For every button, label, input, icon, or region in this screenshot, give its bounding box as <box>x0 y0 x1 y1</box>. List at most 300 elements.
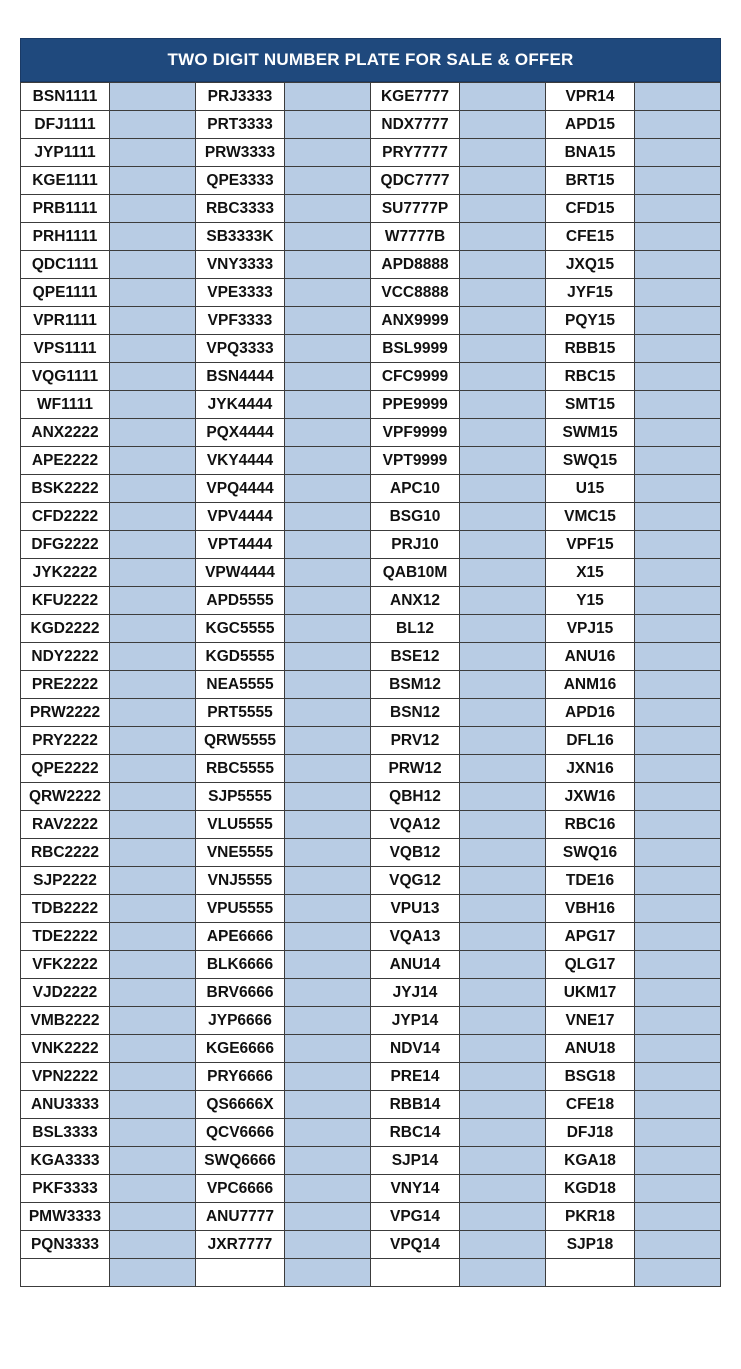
plate-number-cell: PRB1111 <box>21 195 110 223</box>
offer-cell[interactable] <box>460 363 546 391</box>
plate-number-cell: BSN1111 <box>21 83 110 111</box>
offer-cell[interactable] <box>110 1203 196 1231</box>
offer-cell[interactable] <box>460 1007 546 1035</box>
plate-number-cell: CFD2222 <box>21 503 110 531</box>
offer-cell[interactable] <box>460 531 546 559</box>
plate-number-cell: SWM15 <box>546 419 635 447</box>
offer-cell[interactable] <box>635 503 721 531</box>
offer-cell[interactable] <box>285 839 371 867</box>
offer-cell[interactable] <box>285 335 371 363</box>
offer-cell[interactable] <box>460 643 546 671</box>
plate-number-cell: QRW2222 <box>21 783 110 811</box>
offer-cell[interactable] <box>285 615 371 643</box>
plate-number-cell: JYK2222 <box>21 559 110 587</box>
plate-number-cell: ANU14 <box>371 951 460 979</box>
plate-number-cell: VPR14 <box>546 83 635 111</box>
offer-cell[interactable] <box>285 503 371 531</box>
offer-cell[interactable] <box>285 447 371 475</box>
plate-number-cell: VPJ15 <box>546 615 635 643</box>
offer-cell[interactable] <box>635 447 721 475</box>
offer-cell[interactable] <box>110 671 196 699</box>
plate-number-cell: VKY4444 <box>196 447 285 475</box>
plate-table-body <box>21 83 721 1287</box>
plate-number-cell: JXR7777 <box>196 1231 285 1259</box>
plate-number-cell: RBB15 <box>546 335 635 363</box>
plate-number-cell: X15 <box>546 559 635 587</box>
table-row <box>21 419 721 447</box>
offer-cell[interactable] <box>460 559 546 587</box>
table-row <box>21 1063 721 1091</box>
plate-number-cell <box>21 1259 110 1287</box>
offer-cell[interactable] <box>635 195 721 223</box>
offer-cell[interactable] <box>285 867 371 895</box>
plate-number-cell: SB3333K <box>196 223 285 251</box>
offer-cell[interactable] <box>285 1147 371 1175</box>
offer-cell[interactable] <box>635 419 721 447</box>
table-row <box>21 811 721 839</box>
offer-cell[interactable] <box>285 783 371 811</box>
plate-number-cell: SJP5555 <box>196 783 285 811</box>
offer-cell[interactable] <box>285 671 371 699</box>
offer-cell[interactable] <box>635 643 721 671</box>
offer-cell[interactable] <box>285 755 371 783</box>
offer-cell[interactable] <box>635 783 721 811</box>
offer-cell[interactable] <box>635 83 721 111</box>
plate-number-cell: VPS1111 <box>21 335 110 363</box>
offer-cell[interactable] <box>460 167 546 195</box>
offer-cell[interactable] <box>460 867 546 895</box>
offer-cell[interactable] <box>110 391 196 419</box>
plate-number-cell: BL12 <box>371 615 460 643</box>
plate-number-cell: VNY3333 <box>196 251 285 279</box>
offer-cell[interactable] <box>460 391 546 419</box>
plate-number-cell: BSG18 <box>546 1063 635 1091</box>
offer-cell[interactable] <box>110 503 196 531</box>
offer-cell[interactable] <box>110 1063 196 1091</box>
plate-number-cell: VLU5555 <box>196 811 285 839</box>
table-row <box>21 475 721 503</box>
offer-cell[interactable] <box>110 1175 196 1203</box>
offer-cell[interactable] <box>635 1091 721 1119</box>
offer-cell[interactable] <box>110 223 196 251</box>
offer-cell[interactable] <box>460 979 546 1007</box>
offer-cell[interactable] <box>460 223 546 251</box>
offer-cell[interactable] <box>285 223 371 251</box>
offer-cell[interactable] <box>460 1119 546 1147</box>
table-row <box>21 755 721 783</box>
plate-number-cell: APD16 <box>546 699 635 727</box>
plate-number-cell: BLK6666 <box>196 951 285 979</box>
plate-number-cell: VPT9999 <box>371 447 460 475</box>
plate-number-cell: KGD5555 <box>196 643 285 671</box>
offer-cell[interactable] <box>635 755 721 783</box>
offer-cell[interactable] <box>285 559 371 587</box>
plate-number-cell: PRW3333 <box>196 139 285 167</box>
offer-cell[interactable] <box>285 699 371 727</box>
plate-number-cell: JYP14 <box>371 1007 460 1035</box>
offer-cell[interactable] <box>460 195 546 223</box>
offer-cell[interactable] <box>285 307 371 335</box>
offer-cell[interactable] <box>285 587 371 615</box>
plate-number-cell <box>196 1259 285 1287</box>
plate-number-cell: KGA3333 <box>21 1147 110 1175</box>
plate-number-cell: VPV4444 <box>196 503 285 531</box>
offer-cell[interactable] <box>460 1091 546 1119</box>
offer-cell[interactable] <box>460 1203 546 1231</box>
offer-cell[interactable] <box>460 503 546 531</box>
offer-cell[interactable] <box>110 811 196 839</box>
plate-number-cell: RBC15 <box>546 363 635 391</box>
offer-cell[interactable] <box>110 195 196 223</box>
offer-cell[interactable] <box>285 419 371 447</box>
offer-cell[interactable] <box>285 139 371 167</box>
offer-cell[interactable] <box>110 587 196 615</box>
plate-number-cell: BSL9999 <box>371 335 460 363</box>
plate-number-cell: VPG14 <box>371 1203 460 1231</box>
offer-cell[interactable] <box>110 111 196 139</box>
plate-number-cell: PRJ10 <box>371 531 460 559</box>
offer-cell[interactable] <box>110 559 196 587</box>
offer-cell[interactable] <box>460 1259 546 1287</box>
plate-number-cell: VPT4444 <box>196 531 285 559</box>
offer-cell[interactable] <box>110 1091 196 1119</box>
offer-cell[interactable] <box>460 307 546 335</box>
offer-cell[interactable] <box>460 419 546 447</box>
plate-number-cell: VFK2222 <box>21 951 110 979</box>
plate-number-cell: BSG10 <box>371 503 460 531</box>
plate-number-cell: BSK2222 <box>21 475 110 503</box>
offer-cell[interactable] <box>635 1203 721 1231</box>
offer-cell[interactable] <box>110 895 196 923</box>
plate-number-cell: TDB2222 <box>21 895 110 923</box>
table-row <box>21 699 721 727</box>
plate-number-cell: RBC16 <box>546 811 635 839</box>
offer-cell[interactable] <box>460 811 546 839</box>
plate-number-cell: DFJ1111 <box>21 111 110 139</box>
offer-cell[interactable] <box>110 1119 196 1147</box>
offer-cell[interactable] <box>110 1147 196 1175</box>
offer-cell[interactable] <box>635 979 721 1007</box>
offer-cell[interactable] <box>110 1259 196 1287</box>
plate-number-cell: NDY2222 <box>21 643 110 671</box>
offer-cell[interactable] <box>110 923 196 951</box>
offer-cell[interactable] <box>635 951 721 979</box>
plate-number-cell: BNA15 <box>546 139 635 167</box>
plate-number-cell: PRE14 <box>371 1063 460 1091</box>
plate-number-cell: RBC14 <box>371 1119 460 1147</box>
offer-cell[interactable] <box>635 139 721 167</box>
offer-cell[interactable] <box>110 531 196 559</box>
offer-cell[interactable] <box>110 475 196 503</box>
table-row <box>21 195 721 223</box>
offer-cell[interactable] <box>460 1175 546 1203</box>
plate-number-cell: VQB12 <box>371 839 460 867</box>
plate-number-cell: KFU2222 <box>21 587 110 615</box>
offer-cell[interactable] <box>110 643 196 671</box>
offer-cell[interactable] <box>635 1147 721 1175</box>
offer-cell[interactable] <box>110 251 196 279</box>
offer-cell[interactable] <box>460 1035 546 1063</box>
plate-number-cell: ANU18 <box>546 1035 635 1063</box>
offer-cell[interactable] <box>285 1063 371 1091</box>
plate-number-cell: KGE6666 <box>196 1035 285 1063</box>
plate-number-cell: TDE16 <box>546 867 635 895</box>
offer-cell[interactable] <box>460 755 546 783</box>
offer-cell[interactable] <box>635 895 721 923</box>
plate-number-cell: SWQ16 <box>546 839 635 867</box>
plate-number-cell: BSL3333 <box>21 1119 110 1147</box>
offer-cell[interactable] <box>635 1119 721 1147</box>
plate-table <box>20 82 721 1287</box>
offer-cell[interactable] <box>285 1091 371 1119</box>
plate-number-cell: APC10 <box>371 475 460 503</box>
offer-cell[interactable] <box>110 279 196 307</box>
offer-cell[interactable] <box>110 307 196 335</box>
table-row <box>21 839 721 867</box>
table-row <box>21 1259 721 1287</box>
offer-cell[interactable] <box>635 531 721 559</box>
offer-cell[interactable] <box>460 783 546 811</box>
offer-cell[interactable] <box>460 951 546 979</box>
plate-number-cell: SJP14 <box>371 1147 460 1175</box>
plate-number-cell: APD15 <box>546 111 635 139</box>
offer-cell[interactable] <box>285 1007 371 1035</box>
offer-cell[interactable] <box>635 223 721 251</box>
offer-cell[interactable] <box>285 475 371 503</box>
offer-cell[interactable] <box>110 979 196 1007</box>
plate-number-cell: KGE1111 <box>21 167 110 195</box>
plate-number-cell: PMW3333 <box>21 1203 110 1231</box>
offer-cell[interactable] <box>110 755 196 783</box>
offer-cell[interactable] <box>460 699 546 727</box>
plate-number-cell: NEA5555 <box>196 671 285 699</box>
table-row <box>21 363 721 391</box>
offer-cell[interactable] <box>110 783 196 811</box>
offer-cell[interactable] <box>110 447 196 475</box>
plate-number-cell: ANX12 <box>371 587 460 615</box>
offer-cell[interactable] <box>110 839 196 867</box>
plate-number-cell: NDV14 <box>371 1035 460 1063</box>
offer-cell[interactable] <box>285 1175 371 1203</box>
plate-number-cell: QCV6666 <box>196 1119 285 1147</box>
plate-number-cell: JXQ15 <box>546 251 635 279</box>
table-row <box>21 83 721 111</box>
table-row <box>21 1119 721 1147</box>
plate-number-cell: KGE7777 <box>371 83 460 111</box>
table-row <box>21 979 721 1007</box>
table-row <box>21 1175 721 1203</box>
offer-cell[interactable] <box>635 1007 721 1035</box>
table-row <box>21 223 721 251</box>
offer-cell[interactable] <box>285 727 371 755</box>
plate-number-cell: JYP6666 <box>196 1007 285 1035</box>
plate-number-cell: PQX4444 <box>196 419 285 447</box>
plate-number-cell: APD5555 <box>196 587 285 615</box>
plate-number-cell: QDC1111 <box>21 251 110 279</box>
offer-cell[interactable] <box>110 1035 196 1063</box>
plate-number-cell: PRW12 <box>371 755 460 783</box>
plate-number-cell: QPE3333 <box>196 167 285 195</box>
offer-cell[interactable] <box>635 923 721 951</box>
offer-cell[interactable] <box>635 1231 721 1259</box>
offer-cell[interactable] <box>460 279 546 307</box>
offer-cell[interactable] <box>635 867 721 895</box>
plate-number-cell: PRT5555 <box>196 699 285 727</box>
offer-cell[interactable] <box>285 811 371 839</box>
plate-number-cell: SMT15 <box>546 391 635 419</box>
offer-cell[interactable] <box>635 839 721 867</box>
offer-cell[interactable] <box>285 111 371 139</box>
offer-cell[interactable] <box>635 279 721 307</box>
offer-cell[interactable] <box>110 419 196 447</box>
offer-cell[interactable] <box>460 83 546 111</box>
offer-cell[interactable] <box>635 615 721 643</box>
offer-cell[interactable] <box>460 1231 546 1259</box>
offer-cell[interactable] <box>110 867 196 895</box>
offer-cell[interactable] <box>110 83 196 111</box>
plate-number-cell: PRY7777 <box>371 139 460 167</box>
offer-cell[interactable] <box>635 587 721 615</box>
offer-cell[interactable] <box>635 111 721 139</box>
offer-cell[interactable] <box>635 811 721 839</box>
offer-cell[interactable] <box>110 1007 196 1035</box>
table-row <box>21 951 721 979</box>
plate-number-cell: JXN16 <box>546 755 635 783</box>
offer-cell[interactable] <box>285 1119 371 1147</box>
table-row <box>21 615 721 643</box>
offer-cell[interactable] <box>110 139 196 167</box>
offer-cell[interactable] <box>460 251 546 279</box>
offer-cell[interactable] <box>460 139 546 167</box>
offer-cell[interactable] <box>635 699 721 727</box>
offer-cell[interactable] <box>635 475 721 503</box>
offer-cell[interactable] <box>110 951 196 979</box>
plate-number-cell: VQA12 <box>371 811 460 839</box>
plate-number-cell: VPR1111 <box>21 307 110 335</box>
offer-cell[interactable] <box>285 895 371 923</box>
offer-cell[interactable] <box>635 1259 721 1287</box>
offer-cell[interactable] <box>285 83 371 111</box>
plate-number-cell: BRV6666 <box>196 979 285 1007</box>
plate-number-cell: CFE18 <box>546 1091 635 1119</box>
offer-cell[interactable] <box>460 475 546 503</box>
offer-cell[interactable] <box>460 839 546 867</box>
offer-cell[interactable] <box>285 1231 371 1259</box>
plate-number-cell: ANX9999 <box>371 307 460 335</box>
offer-cell[interactable] <box>635 307 721 335</box>
offer-cell[interactable] <box>110 699 196 727</box>
offer-cell[interactable] <box>460 727 546 755</box>
offer-cell[interactable] <box>635 559 721 587</box>
offer-cell[interactable] <box>460 447 546 475</box>
offer-cell[interactable] <box>285 251 371 279</box>
offer-cell[interactable] <box>460 335 546 363</box>
offer-cell[interactable] <box>635 1063 721 1091</box>
plate-number-cell: KGC5555 <box>196 615 285 643</box>
offer-cell[interactable] <box>635 671 721 699</box>
offer-cell[interactable] <box>460 895 546 923</box>
plate-number-cell: CFE15 <box>546 223 635 251</box>
offer-cell[interactable] <box>635 167 721 195</box>
offer-cell[interactable] <box>110 1231 196 1259</box>
offer-cell[interactable] <box>460 587 546 615</box>
offer-cell[interactable] <box>285 195 371 223</box>
offer-cell[interactable] <box>635 727 721 755</box>
table-row <box>21 643 721 671</box>
offer-cell[interactable] <box>285 951 371 979</box>
plate-number-cell: PQN3333 <box>21 1231 110 1259</box>
plate-number-cell: PQY15 <box>546 307 635 335</box>
plate-number-cell: VPQ14 <box>371 1231 460 1259</box>
plate-number-cell: VPU13 <box>371 895 460 923</box>
plate-number-cell: JYK4444 <box>196 391 285 419</box>
plate-number-cell: ANX2222 <box>21 419 110 447</box>
offer-cell[interactable] <box>285 1203 371 1231</box>
plate-number-cell: QBH12 <box>371 783 460 811</box>
offer-cell[interactable] <box>460 923 546 951</box>
offer-cell[interactable] <box>285 1035 371 1063</box>
plate-number-cell: W7777B <box>371 223 460 251</box>
offer-cell[interactable] <box>285 279 371 307</box>
plate-number-cell: PRJ3333 <box>196 83 285 111</box>
offer-cell[interactable] <box>460 615 546 643</box>
offer-cell[interactable] <box>635 1035 721 1063</box>
table-row <box>21 167 721 195</box>
plate-number-cell: CFD15 <box>546 195 635 223</box>
offer-cell[interactable] <box>285 363 371 391</box>
table-row <box>21 1007 721 1035</box>
plate-number-cell: CFC9999 <box>371 363 460 391</box>
plate-number-cell: BSN12 <box>371 699 460 727</box>
offer-cell[interactable] <box>285 1259 371 1287</box>
offer-cell[interactable] <box>635 363 721 391</box>
table-row <box>21 447 721 475</box>
offer-cell[interactable] <box>285 531 371 559</box>
offer-cell[interactable] <box>110 335 196 363</box>
sheet-title: TWO DIGIT NUMBER PLATE FOR SALE & OFFER <box>20 38 721 82</box>
plate-number-cell: VPN2222 <box>21 1063 110 1091</box>
plate-number-cell: JYJ14 <box>371 979 460 1007</box>
plate-number-cell: VPF9999 <box>371 419 460 447</box>
plate-number-cell: VQA13 <box>371 923 460 951</box>
offer-cell[interactable] <box>635 335 721 363</box>
plate-number-cell: U15 <box>546 475 635 503</box>
offer-cell[interactable] <box>285 643 371 671</box>
offer-cell[interactable] <box>110 727 196 755</box>
offer-cell[interactable] <box>460 1147 546 1175</box>
offer-cell[interactable] <box>460 111 546 139</box>
table-row <box>21 1147 721 1175</box>
offer-cell[interactable] <box>110 363 196 391</box>
plate-number-cell: PRY2222 <box>21 727 110 755</box>
offer-cell[interactable] <box>285 391 371 419</box>
plate-number-cell: BSM12 <box>371 671 460 699</box>
offer-cell[interactable] <box>635 1175 721 1203</box>
offer-cell[interactable] <box>110 615 196 643</box>
offer-cell[interactable] <box>285 923 371 951</box>
offer-cell[interactable] <box>460 671 546 699</box>
offer-cell[interactable] <box>460 1063 546 1091</box>
offer-cell[interactable] <box>285 979 371 1007</box>
offer-cell[interactable] <box>635 251 721 279</box>
plate-number-cell: VQG1111 <box>21 363 110 391</box>
plate-number-cell: PKR18 <box>546 1203 635 1231</box>
offer-cell[interactable] <box>285 167 371 195</box>
offer-cell[interactable] <box>110 167 196 195</box>
offer-cell[interactable] <box>635 391 721 419</box>
plate-number-cell <box>546 1259 635 1287</box>
plate-number-cell: QLG17 <box>546 951 635 979</box>
